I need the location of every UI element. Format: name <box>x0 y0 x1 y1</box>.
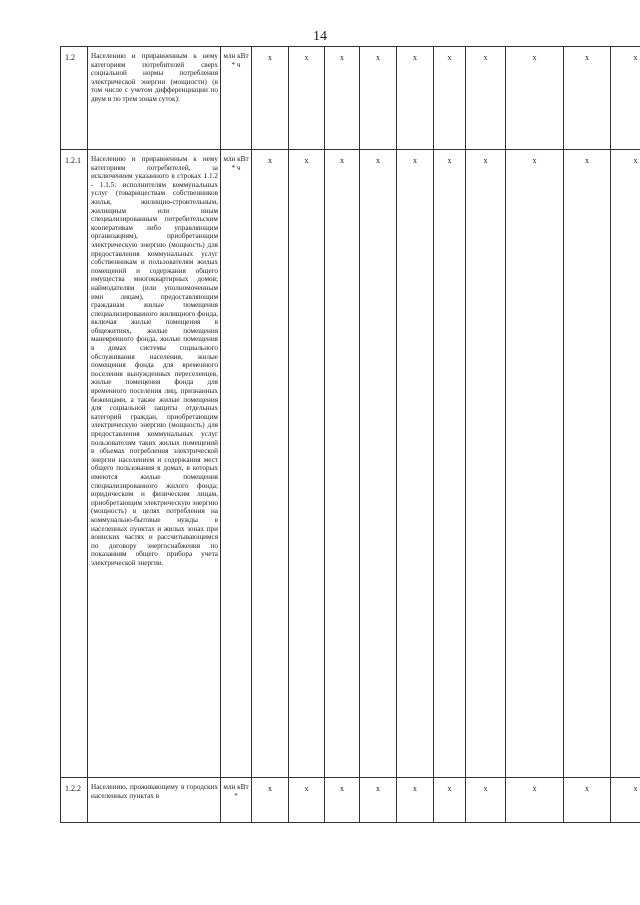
x-mark: x <box>397 150 434 778</box>
table-row <box>61 47 640 150</box>
x-mark: x <box>252 778 289 823</box>
x-mark: x <box>506 778 564 823</box>
x-mark: x <box>466 47 506 150</box>
x-mark: x <box>397 47 434 150</box>
x-mark: x <box>564 150 611 778</box>
row-unit: млн кВт * <box>221 778 252 823</box>
x-mark: x <box>434 778 466 823</box>
x-mark: x <box>289 778 325 823</box>
x-mark: x <box>360 150 397 778</box>
row-description: Населению, проживающему в городских населенных пунктах в <box>88 778 221 823</box>
x-mark: x <box>434 47 466 150</box>
tariff-table <box>60 46 640 823</box>
x-mark: x <box>564 47 611 150</box>
x-mark: x <box>611 778 640 823</box>
row-unit: млн кВт * ч <box>221 150 252 778</box>
x-mark: x <box>434 150 466 778</box>
row-number: 1.2 <box>61 47 88 150</box>
row-description: Населению и приравненным к нему категориям потребителей сверх социальной нормы потребления электрической энергии (мощности) (в том числе с учетом дифференциации по двум и по трем зонам суток): <box>88 47 221 150</box>
row-number: 1.2.1 <box>61 150 88 778</box>
x-mark: x <box>289 47 325 150</box>
x-mark: x <box>325 778 360 823</box>
x-mark: x <box>506 47 564 150</box>
x-mark: x <box>611 150 640 778</box>
x-mark: x <box>466 778 506 823</box>
x-mark: x <box>325 47 360 150</box>
x-mark: x <box>252 150 289 778</box>
x-mark: x <box>360 47 397 150</box>
row-number: 1.2.2 <box>61 778 88 823</box>
x-mark: x <box>397 778 434 823</box>
x-mark: x <box>506 150 564 778</box>
x-mark: x <box>564 778 611 823</box>
x-mark: x <box>325 150 360 778</box>
row-description: Населению и приравненным к нему категориям потребителей, за исключением указанного в строках 1.1.2 - 1.1.5: исполнителям коммунальных услуг (товариществам собственников жилья, жилищно-строительным, жилищным или иным специализированным потребительским кооперативам либо управляющим организациям), приобретающим электрическую энергию (мощность) для предоставления коммунальных услуг собственникам и пользователям жилых помещений и содержания общего имущества многоквартирных домов; наймодателям (или уполномоченным ими лицам), предоставляющим гражданам жилые помещения специализированного жилищного фонда, включая жилые помещения в общежитиях, жилые помещения маневренного фонда, жилые помещения в домах системы социального обслуживания населения, жилые помещения фонда для временного поселения вынужденных переселенцев, жилые помещения фонда для временного поселения лиц, признанных беженцами, а также жилые помещения для социальной защиты отдельных категорий граждан, приобретающим электрическую энергию (мощность) для предоставления коммунальных услуг пользователям таких жилых помещений в объемах потребления электрической энергии населением и содержания мест общего пользования в домах, в которых имеются жилые помещения специализированного жилого фонда; юридическим и физическим лицам, приобретающим электрическую энергию (мощность) в целях потребления на коммунально-бытовые нужды в населенных пунктах и жилых зонах при воинских частях и рассчитывающимся по договору энергоснабжения по показаниям общего прибора учета электрической энергии. <box>88 150 221 778</box>
page-number: 14 <box>313 29 327 44</box>
x-mark: x <box>466 150 506 778</box>
x-mark: x <box>289 150 325 778</box>
table-row <box>61 778 640 823</box>
x-mark: x <box>360 778 397 823</box>
row-unit: млн кВт * ч <box>221 47 252 150</box>
x-mark: x <box>252 47 289 150</box>
x-mark: x <box>611 47 640 150</box>
table-row <box>61 150 640 778</box>
